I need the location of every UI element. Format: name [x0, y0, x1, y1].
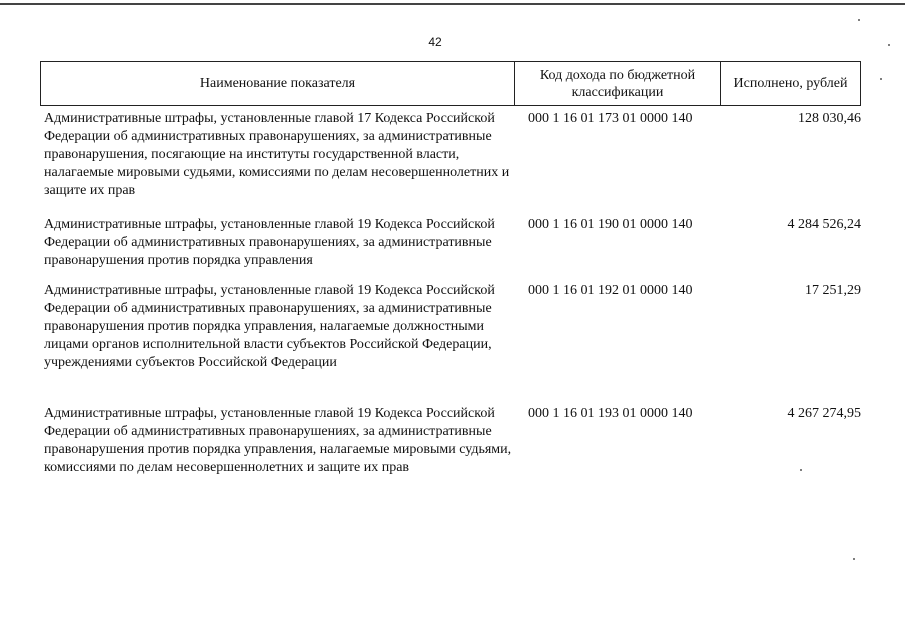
top-rule	[0, 3, 905, 5]
row-code: 000 1 16 01 190 01 0000 140	[528, 217, 693, 232]
scan-speck	[880, 78, 882, 80]
header-name: Наименование показателя	[41, 62, 515, 105]
scan-speck	[853, 558, 855, 560]
page-number: 42	[428, 35, 442, 49]
header-code: Код дохода по бюджетной классификации	[515, 62, 721, 105]
row-name: Административные штрафы, установленные главой 19 Кодекса Российской Федерации об административных правонарушениях, за административные правонарушения против порядка управления	[44, 217, 495, 268]
header-executed: Исполнено, рублей	[733, 76, 848, 91]
scan-speck	[888, 44, 890, 46]
table-header	[40, 61, 861, 106]
row-code: 000 1 16 01 173 01 0000 140	[528, 111, 693, 126]
row-name: Административные штрафы, установленные главой 19 Кодекса Российской Федерации об административных правонарушениях, за административные правонарушения против порядка управления, налагаемые мировыми судьями, комиссиями по делам несовершеннолетних и защите их прав	[44, 406, 512, 475]
row-code: 000 1 16 01 192 01 0000 140	[528, 283, 693, 298]
row-amount: 4 284 526,24	[787, 217, 861, 232]
row-amount: 4 267 274,95	[787, 406, 861, 421]
scan-speck	[858, 19, 860, 21]
row-name: Административные штрафы, установленные главой 19 Кодекса Российской Федерации об административных правонарушениях, за административные правонарушения против порядка управления, налагаемые должностными лицами органов исполнительной власти субъектов Российской Федерации, учреждениями субъектов Российской Федерации	[44, 283, 495, 370]
row-amount: 128 030,46	[798, 111, 861, 126]
row-amount: 17 251,29	[805, 283, 861, 298]
scan-speck	[800, 469, 802, 471]
row-name: Административные штрафы, установленные главой 17 Кодекса Российской Федерации об административных правонарушениях, за административные правонарушения, посягающие на институты государственной власти, налагаемые мировыми судьями, комиссиями по делам несовершеннолетних и защите их прав	[44, 111, 510, 198]
row-code: 000 1 16 01 193 01 0000 140	[528, 406, 693, 421]
